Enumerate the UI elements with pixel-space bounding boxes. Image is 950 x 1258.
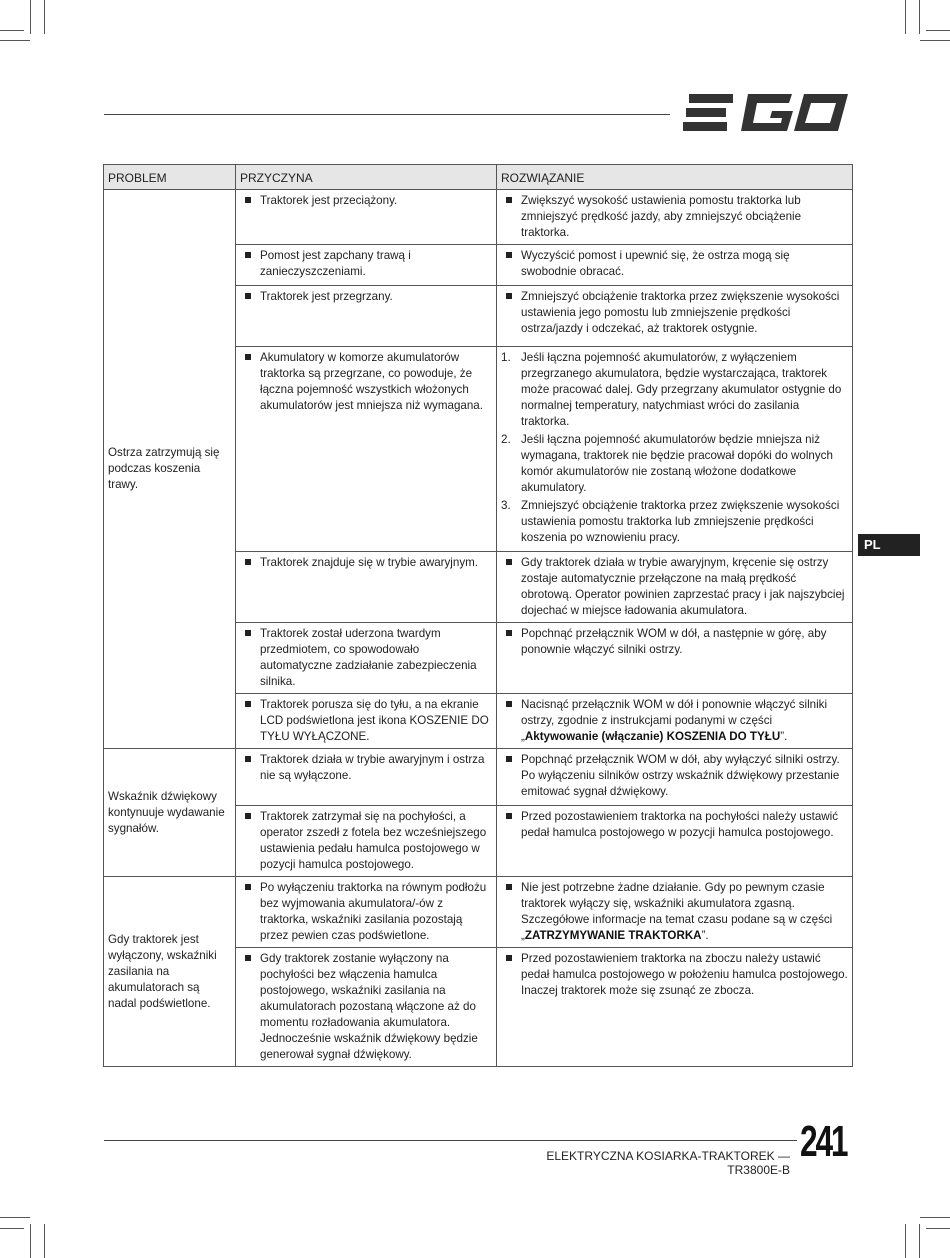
problem-cell: Ostrza zatrzymują się podczas koszenia trawy. (104, 190, 236, 749)
solution-step: 3. Zmniejszyć obciążenie traktorka przez zwiększenie wysokości ustawienia pomostu traktorka lub zmniejszenie prędkości koszenia po wznowieniu pracy. (501, 499, 840, 544)
header-cause: PRZYCZYNA (236, 165, 497, 190)
crop-mark (926, 30, 950, 31)
problem-cell: Wskaźnik dźwiękowy kontynuuje wydawanie sygnałów. (104, 749, 236, 877)
solution-text: Zwiększyć wysokość ustawienia pomostu traktorka lub zmniejszyć prędkość jazdy, aby zmniejszyć obciążenie traktorka. (501, 193, 848, 241)
crop-mark (30, 1224, 31, 1258)
cause-text: Traktorek jest przegrzany. (240, 289, 492, 305)
solution-text: Przed pozostawieniem traktorka na pochyłości należy ustawić pedał hamulca postojowego w pozycji hamulca postojowego. (501, 809, 848, 841)
solution-text: Wyczyścić pomost i upewnić się, że ostrza mogą się swobodnie obracać. (501, 248, 848, 280)
crop-mark (0, 40, 30, 41)
cause-text: Traktorek działa w trybie awaryjnym i ostrza nie są wyłączone. (240, 752, 492, 784)
footer-title: ELEKTRYCZNA KOSIARKA-TRAKTOREK — TR3800E-B (546, 1149, 790, 1177)
solution-step: 2. Jeśli łączna pojemność akumulatorów będzie mniejsza niż wymagana, traktorek nie będzie pracował dopóki do wolnych komór akumulatorów nie zostaną włożone dodatkowe akumulatory. (501, 433, 833, 494)
ego-logo (680, 92, 852, 134)
solution-text: Nie jest potrzebne żadne działanie. Gdy po pewnym czasie traktorek wyłączy się, wskaźniki akumulatora zgasną. Szczegółowe informacje na temat czasu podane są w części „ZATRZYMYWANIE TRAKTORKA”. (501, 880, 848, 944)
section-reference: ZATRZYMYWANIE TRAKTORKA (524, 929, 702, 942)
table-row (104, 190, 853, 245)
crop-mark (44, 0, 45, 34)
solution-text: Gdy traktorek działa w trybie awaryjnym, kręcenie się ostrzy zostaje automatycznie przełączone na małą prędkość obrotową. Operator powinien zaprzestać pracy i jak najszybciej dojechać w miejsce ładowania akumulatora. (501, 555, 848, 619)
cause-text: Traktorek jest przeciążony. (240, 193, 492, 209)
header-problem: PROBLEM (104, 165, 236, 190)
crop-mark (0, 1228, 24, 1229)
crop-mark (919, 0, 920, 34)
table-row (104, 749, 853, 806)
cause-text: Gdy traktorek zostanie wyłączony na pochyłości bez włączenia hamulca postojowego, wskaźniki zasilania na akumulatorach pozostaną włączone aż do momentu rozładowania akumulatora. Jednocześnie wskaźnik dźwiękowy będzie generował sygnał dźwiękowy. (240, 951, 492, 1063)
section-reference: Aktywowanie (włączanie) KOSZENIA DO TYŁU (524, 730, 781, 743)
cause-text: Traktorek porusza się do tyłu, a na ekranie LCD podświetlona jest ikona KOSZENIE DO TYŁU WYŁĄCZONE. (240, 697, 492, 745)
cause-text: Pomost jest zapchany trawą i zanieczyszczeniami. (240, 248, 492, 280)
cause-text: Akumulatory w komorze akumulatorów traktorka są przegrzane, co powoduje, że łączna pojemność wszystkich włożonych akumulatorów jest mniejsza niż wymagana. (240, 350, 492, 414)
table-header-row (104, 165, 853, 190)
table-row (104, 877, 853, 948)
crop-mark (920, 1217, 950, 1218)
language-tab: PL (858, 534, 920, 556)
crop-mark (926, 1228, 950, 1229)
problem-cell: Gdy traktorek jest wyłączony, wskaźniki zasilania na akumulatorach są nadal podświetlone. (104, 877, 236, 1067)
crop-mark (920, 40, 950, 41)
solution-text: Przed pozostawieniem traktorka na zboczu należy ustawić pedał hamulca postojowego w położeniu hamulca postojowego. Inaczej traktorek może się zsunąć ze zbocza. (501, 951, 848, 999)
crop-mark (919, 1224, 920, 1258)
troubleshooting-table (103, 164, 853, 1067)
crop-mark (44, 1224, 45, 1258)
crop-mark (0, 30, 24, 31)
header-rule (104, 114, 670, 115)
cause-text: Po wyłączeniu traktorka na równym podłożu bez wyjmowania akumulatora/-ów z traktorka, wskaźniki zasilania pozostają przez pewien czas podświetlone. (240, 880, 492, 944)
crop-mark (905, 1224, 906, 1258)
cause-text: Traktorek został uderzona twardym przedmiotem, co spowodowało automatyczne zadziałanie zabezpieczenia silnika. (240, 626, 492, 690)
cause-text: Traktorek zatrzymał się na pochyłości, a operator zszedł z fotela bez wcześniejszego ustawienia pedału hamulca postojowego w pozycji hamulca postojowego. (240, 809, 492, 873)
solution-steps (501, 350, 848, 546)
crop-mark (0, 1217, 30, 1218)
header-solution: ROZWIĄZANIE (497, 165, 853, 190)
solution-step: 1. Jeśli łączna pojemność akumulatorów, z wyłączeniem przegrzanego akumulatora, będzie wystarczająca, traktorek może pracować dalej. Gdy przegrzany akumulator ostygnie do normalnej temperatury, natychmiast wróci do zasilania traktorka. (501, 351, 842, 428)
page-number: 241 (800, 1117, 847, 1166)
solution-text: Nacisnąć przełącznik WOM w dół i ponownie włączyć silniki ostrzy, zgodnie z instrukcjami podanymi w części „Aktywowanie (włączanie) KOSZENIA DO TYŁU”. (501, 697, 848, 745)
solution-text: Popchnąć przełącznik WOM w dół, aby wyłączyć silniki ostrzy. Po wyłączeniu silników ostrzy wskaźnik dźwiękowy przestanie emitować sygnał dźwiękowy. (501, 752, 848, 800)
footer-rule (104, 1140, 797, 1141)
solution-text: Popchnąć przełącznik WOM w dół, a następnie w górę, aby ponownie włączyć silniki ostrzy. (501, 626, 848, 658)
solution-text: Zmniejszyć obciążenie traktorka przez zwiększenie wysokości ustawienia jego pomostu lub zmniejszenie prędkości ostrza/jazdy i odczekać, aż traktorek ostygnie. (501, 289, 848, 337)
crop-mark (905, 0, 906, 34)
crop-mark (30, 0, 31, 34)
cause-text: Traktorek znajduje się w trybie awaryjnym. (240, 555, 492, 571)
